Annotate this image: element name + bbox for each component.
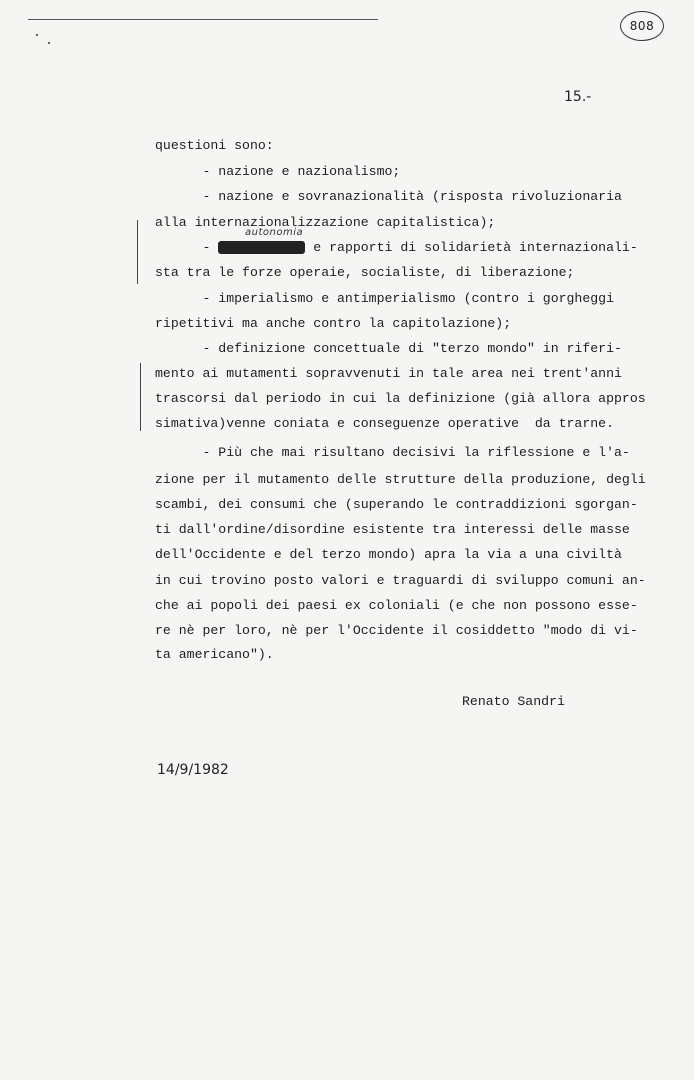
text-line: zione per il mutamento delle strutture della produzione, degli [155, 472, 646, 487]
line-prefix: - [155, 240, 219, 255]
archive-stamp: 808 [620, 11, 664, 41]
document-date: 14/9/1982 [157, 762, 229, 778]
text-line: mento ai mutamenti sopravvenuti in tale area nei trent'anni [155, 366, 622, 381]
handwritten-insertion: autonomia [245, 227, 304, 238]
text-line: che ai popoli dei paesi ex coloniali (e che non possono esse- [155, 598, 638, 613]
text-line: in cui trovino posto valori e traguardi di sviluppo comuni an- [155, 573, 646, 588]
text-line: - nazione e sovranazionalità (risposta rivoluzionaria [155, 189, 622, 204]
text-line: questioni sono: [155, 138, 274, 153]
text-line: - nazione e nazionalismo; [155, 164, 401, 179]
mark-dot [48, 42, 50, 44]
top-rule [28, 19, 378, 20]
text-line: - imperialismo e antimperialismo (contro i gorgheggi [155, 291, 614, 306]
margin-mark [137, 220, 138, 284]
text-line: trascorsi dal periodo in cui la definizione (già allora appros [155, 391, 646, 406]
text-line [155, 241, 638, 254]
mark-dot [36, 34, 38, 36]
page-number: 15.- [564, 89, 592, 105]
margin-mark [140, 363, 141, 431]
text-line: ripetitivi ma anche contro la capitolazione); [155, 316, 512, 331]
text-line: alla internazionalizzazione capitalistica); [155, 215, 496, 230]
text-line: dell'Occidente e del terzo mondo) apra la via a una civiltà [155, 547, 622, 562]
text-line: sta tra le forze operaie, socialiste, di liberazione; [155, 265, 575, 280]
text-line: re nè per loro, nè per l'Occidente il cosiddetto "modo di vi- [155, 623, 638, 638]
signature: Renato Sandri [462, 694, 565, 709]
text-line: simativa)venne coniata e conseguenze operative da trarne. [155, 416, 614, 431]
text-line: ta americano"). [155, 647, 274, 662]
struck-word: distensione [218, 240, 306, 255]
text-line: - Più che mai risultano decisivi la riflessione e l'a- [155, 445, 630, 460]
text-line: ti dall'ordine/disordine esistente tra interessi delle masse [155, 522, 630, 537]
line-suffix: e rapporti di solidarietà internazionali- [305, 240, 638, 255]
text-line: scambi, dei consumi che (superando le contraddizioni sgorgan- [155, 497, 638, 512]
text-line: - definizione concettuale di "terzo mondo" in riferi- [155, 341, 622, 356]
